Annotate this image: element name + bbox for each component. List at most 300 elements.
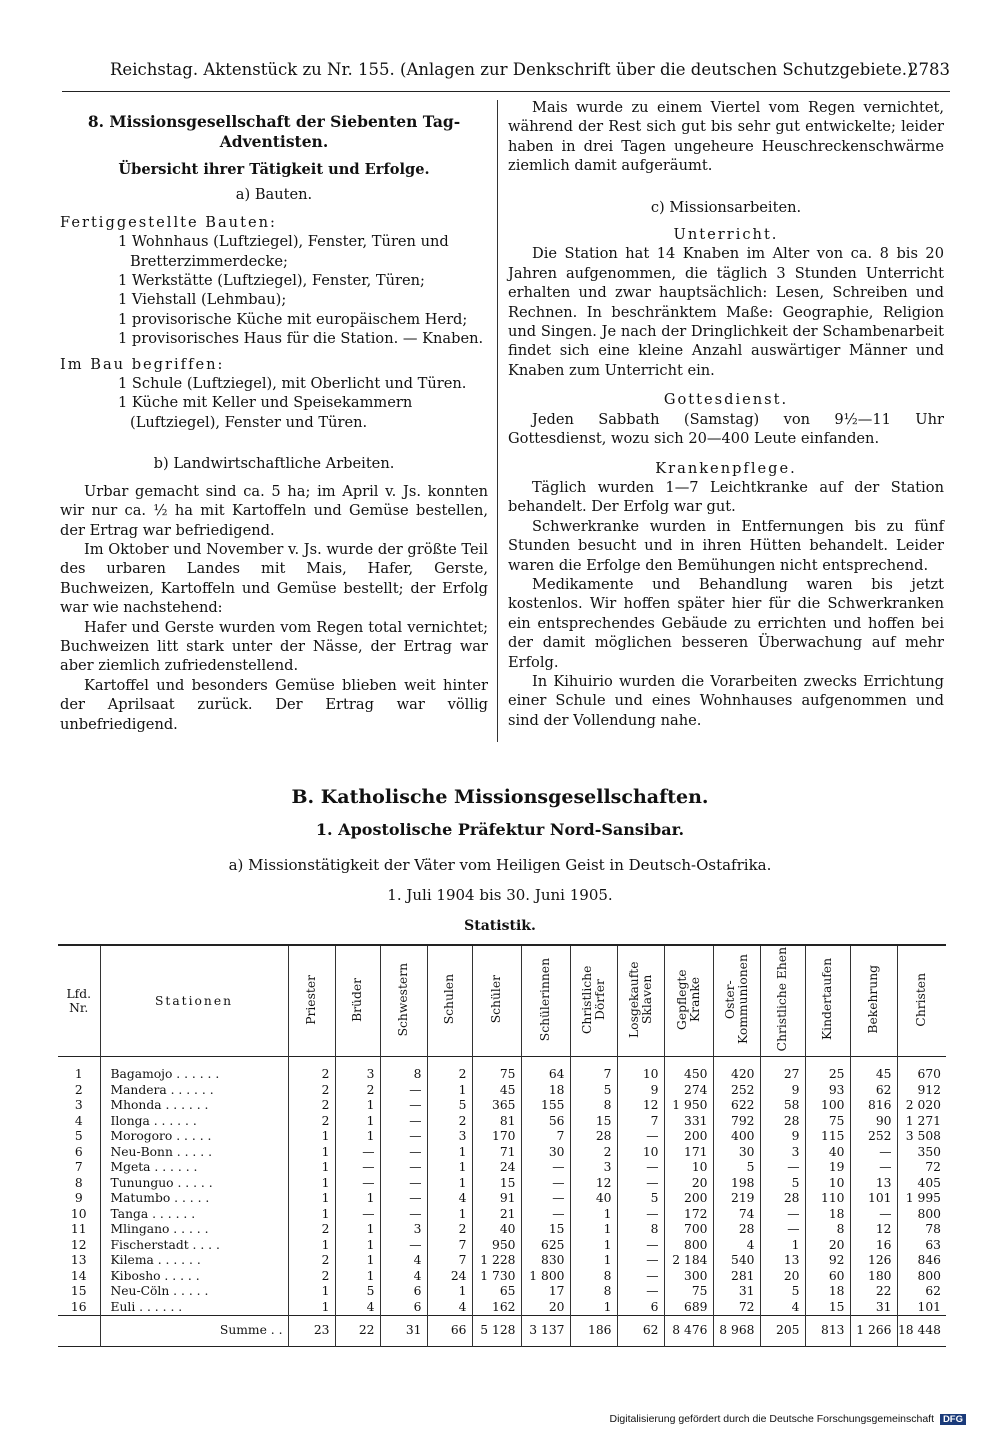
column-header: Lfd. Nr. [66, 987, 91, 1015]
table-cell: 1 [760, 1238, 805, 1254]
table-cell: — [617, 1269, 664, 1285]
table-cell: 60 [805, 1269, 850, 1285]
table-cell: 5 [427, 1098, 472, 1114]
column-header: Kindertaufen [805, 945, 850, 1057]
table-cell: — [617, 1129, 664, 1145]
table-row [58, 1300, 946, 1316]
heading-landwirtschaft: b) Landwirtschaftliche Arbeiten. [153, 455, 395, 473]
table-cell: 9 [74, 1191, 83, 1205]
table-cell: — [617, 1160, 664, 1176]
table-cell: — [521, 1191, 570, 1207]
paragraph: Die Station hat 14 Knaben im Alter von ca. 8 bis 20 Jahren aufgenommen, die täglich 3 Stunden Unterricht erhalten und zwar hauptsächlich: Lesen, Schreiben und Rechnen. In beschränktem Maße: Geographie, Religion und Singen. Je nach der Dringlichkeit der Schambenarbeit findet sich eine kleine Anzahl auswärtiger Männer und Knaben zum Unterricht ein. [508, 245, 944, 379]
table-cell: 28 [713, 1222, 760, 1238]
table-cell: 31 [713, 1284, 760, 1300]
table-cell: — [521, 1160, 570, 1176]
table-cell: 1 [288, 1160, 335, 1176]
table-cell: 91 [472, 1191, 521, 1207]
table-row [58, 1222, 946, 1238]
table-cell: 28 [760, 1191, 805, 1207]
table-cell: 64 [521, 1057, 570, 1083]
table-cell: 71 [472, 1145, 521, 1161]
table-cell: 219 [713, 1191, 760, 1207]
list-item: 1 Küche mit Keller und Speisekammern (Luftziegel), Fenster und Türen. [118, 394, 413, 431]
table-cell: 3 [380, 1222, 427, 1238]
table-row [58, 1145, 946, 1161]
table-cell: 101 [897, 1300, 946, 1316]
table-cell: 20 [805, 1238, 850, 1254]
column-header: Stationen [100, 945, 288, 1057]
table-cell: — [521, 1207, 570, 1223]
table-cell: 800 [664, 1238, 713, 1254]
column-header: Oster-Kommunionen [713, 945, 760, 1057]
table-cell: — [617, 1253, 664, 1269]
heading-missionsarbeiten: c) Missionsarbeiten. [650, 198, 802, 216]
section-title-adventisten: 8. Missionsgesellschaft der Siebenten Tag-Adventisten. [87, 112, 461, 151]
station-name-cell: Euli . . . . . . [100, 1300, 288, 1316]
table-cell: 1 [570, 1300, 617, 1316]
table-cell: 7 [617, 1114, 664, 1130]
table-cell: — [335, 1207, 380, 1223]
station-name-cell: Neu-Cöln . . . . . [100, 1284, 288, 1300]
table-cell: 1 [288, 1176, 335, 1192]
table-cell: 12 [570, 1176, 617, 1192]
table-cell: 81 [472, 1114, 521, 1130]
table-cell: — [850, 1145, 897, 1161]
list-item: 1 Werkstätte (Luftziegel), Fenster, Türen; [118, 272, 425, 290]
table-row [58, 1114, 946, 1130]
table-cell: 7 [74, 1160, 83, 1174]
table-cell: 7 [427, 1253, 472, 1269]
table-cell: 2 [427, 1057, 472, 1083]
station-name-cell: Morogoro . . . . . [100, 1129, 288, 1145]
table-cell: 2 [288, 1269, 335, 1285]
column-header: Christliche Dörfer [570, 945, 617, 1057]
table-cell: 1 [74, 1067, 83, 1081]
table-cell: 15 [70, 1284, 87, 1298]
table-cell: 1 [335, 1129, 380, 1145]
table-cell: — [380, 1098, 427, 1114]
table-cell: 198 [713, 1176, 760, 1192]
table-cell: 2 184 [664, 1253, 713, 1269]
table-cell: — [760, 1160, 805, 1176]
table-cell: 4 [760, 1300, 805, 1316]
table-cell: 7 [521, 1129, 570, 1145]
table-cell: 25 [805, 1057, 850, 1083]
table-cell: 14 [70, 1268, 87, 1283]
table-cell: 75 [664, 1284, 713, 1300]
column-header: Christliche Ehen [760, 945, 805, 1057]
table-cell: 12 [617, 1098, 664, 1114]
column-header: Schüler [472, 945, 521, 1057]
period: 1. Juli 1904 bis 30. Juni 1905. [387, 886, 613, 904]
table-cell: 274 [664, 1083, 713, 1099]
station-name-cell: Bagamojo . . . . . . [100, 1057, 288, 1083]
table-cell: 30 [521, 1145, 570, 1161]
table-cell: 72 [897, 1160, 946, 1176]
table-header-row [58, 945, 946, 1057]
table-cell: 1 [288, 1145, 335, 1161]
sum-cell: 813 [805, 1316, 850, 1347]
table-cell: 17 [521, 1284, 570, 1300]
table-cell: 252 [850, 1129, 897, 1145]
table-row [58, 1057, 946, 1083]
table-cell: 74 [713, 1207, 760, 1223]
table-cell: 5 [713, 1160, 760, 1176]
table-cell: 8 [570, 1269, 617, 1285]
table-cell: — [335, 1160, 380, 1176]
table-cell: 2 [74, 1082, 83, 1097]
table-row [58, 1129, 946, 1145]
table-cell: 10 [664, 1160, 713, 1176]
table-cell: 1 [427, 1083, 472, 1099]
table-cell: 75 [472, 1057, 521, 1083]
sum-cell: 66 [427, 1316, 472, 1347]
table-cell: 28 [760, 1114, 805, 1130]
column-header: Schwestern [380, 945, 427, 1057]
sum-cell: 1 266 [850, 1316, 897, 1347]
table-row [58, 1269, 946, 1285]
table-cell: — [380, 1145, 427, 1161]
statistics-table [58, 944, 946, 1347]
table-cell: 13 [70, 1253, 87, 1267]
table-cell: 9 [760, 1083, 805, 1099]
station-name-cell: Kibosho . . . . . [100, 1269, 288, 1285]
table-cell: 622 [713, 1098, 760, 1114]
table-cell: 689 [664, 1300, 713, 1316]
table-cell: 5 [760, 1176, 805, 1192]
table-cell: 171 [664, 1145, 713, 1161]
paragraph: Täglich wurden 1—7 Leichtkranke auf der Station behandelt. Der Erfolg war gut. [508, 478, 944, 516]
table-cell: 5 [335, 1284, 380, 1300]
table-cell: 2 020 [897, 1098, 946, 1114]
table-cell: 4 [380, 1253, 427, 1269]
heading-gottesdienst: Gottesdienst. [663, 391, 789, 409]
table-cell: 2 [288, 1253, 335, 1269]
table-cell: 1 [570, 1207, 617, 1223]
table-cell: 22 [850, 1284, 897, 1300]
table-cell: 1 [570, 1253, 617, 1269]
table-row [58, 1098, 946, 1114]
table-cell: 45 [850, 1057, 897, 1083]
table-cell: 65 [472, 1284, 521, 1300]
table-cell: 2 [288, 1083, 335, 1099]
table-cell: 92 [805, 1253, 850, 1269]
table-cell: 2 [335, 1083, 380, 1099]
table-cell: 912 [897, 1083, 946, 1099]
table-cell: 1 [335, 1269, 380, 1285]
table-cell: 31 [850, 1300, 897, 1316]
table-cell: 9 [617, 1083, 664, 1099]
sum-cell: 23 [288, 1316, 335, 1347]
table-row [58, 1238, 946, 1254]
table-cell: 12 [850, 1222, 897, 1238]
table-cell: 1 [288, 1238, 335, 1254]
table-cell: 15 [805, 1300, 850, 1316]
table-cell: — [617, 1176, 664, 1192]
table-cell: 18 [805, 1207, 850, 1223]
table-row [58, 1284, 946, 1300]
list-item: 1 Viehstall (Lehmbau); [118, 291, 287, 309]
table-cell: 1 [288, 1284, 335, 1300]
table-cell: 8 [380, 1057, 427, 1083]
heading-krankenpflege: Krankenpflege. [655, 459, 797, 477]
table-cell: 72 [713, 1300, 760, 1316]
table-cell: 350 [897, 1145, 946, 1161]
table-cell: 90 [850, 1114, 897, 1130]
column-header: Christen [897, 945, 946, 1057]
table-cell: 2 [288, 1098, 335, 1114]
right-column [508, 98, 944, 730]
table-cell: 101 [850, 1191, 897, 1207]
sum-row [58, 1316, 946, 1347]
table-cell: 20 [521, 1300, 570, 1316]
table-cell: 1 [335, 1253, 380, 1269]
table-cell: 24 [427, 1269, 472, 1285]
table-cell: 3 [74, 1098, 83, 1112]
table-cell: 1 [288, 1207, 335, 1223]
station-name-cell: Mlingano . . . . . [100, 1222, 288, 1238]
table-cell: 8 [570, 1284, 617, 1300]
table-cell: 1 [570, 1238, 617, 1254]
table-cell: — [850, 1160, 897, 1176]
table-cell: 3 [760, 1145, 805, 1161]
table-cell: 21 [472, 1207, 521, 1223]
table-cell: 18 [805, 1284, 850, 1300]
list-item: 1 Wohnhaus (Luftziegel), Fenster, Türen und Bretterzimmerdecke; [118, 233, 449, 270]
table-cell: — [617, 1284, 664, 1300]
table-cell: 18 [521, 1083, 570, 1099]
table-cell: 3 [335, 1057, 380, 1083]
sum-cell: 8 476 [664, 1316, 713, 1347]
sum-cell: 3 137 [521, 1316, 570, 1347]
paragraph: Jeden Sabbath (Samstag) von 9½—11 Uhr Gottesdienst, wozu sich 20—400 Leute einfanden. [508, 410, 944, 448]
table-cell: 830 [521, 1253, 570, 1269]
station-name-cell: Ilonga . . . . . . [100, 1114, 288, 1130]
footer-credit [610, 1413, 967, 1425]
table-cell: 45 [472, 1083, 521, 1099]
table-cell: 1 995 [897, 1191, 946, 1207]
table-row [58, 1160, 946, 1176]
section-b-title: B. Katholische Missionsgesellschaften. [291, 786, 709, 808]
station-name-cell: Tununguo . . . . . [100, 1176, 288, 1192]
table-cell: — [380, 1160, 427, 1176]
table-cell: — [617, 1207, 664, 1223]
table-cell: 1 [427, 1145, 472, 1161]
table-row [58, 1176, 946, 1192]
paragraph: Medikamente und Behandlung waren bis jetzt kostenlos. Wir hoffen später hier für die Schwerkranken ein entsprechendes Gebäude zu errichten und hoffen bei der damit möglichen besseren Überwachung auf mehr Erfolg. [508, 575, 944, 671]
table-cell: 56 [521, 1114, 570, 1130]
table-cell: — [380, 1191, 427, 1207]
table-cell: 5 [74, 1129, 83, 1143]
table-cell: — [380, 1207, 427, 1223]
table-cell: 11 [70, 1222, 87, 1236]
table-cell: 162 [472, 1300, 521, 1316]
table-row [58, 1207, 946, 1223]
list-item: 1 Schule (Luftziegel), mit Oberlicht und Türen. [118, 375, 467, 393]
section-b-subtitle-2: a) Missionstätigkeit der Väter vom Heiligen Geist in Deutsch-Ostafrika. [228, 856, 772, 874]
paragraph: In Kihuirio wurden die Vorarbeiten zwecks Errichtung einer Schule und eines Wohnhauses aufgenommen und sind der Vollendung nahe. [508, 672, 944, 729]
table-cell: 172 [664, 1207, 713, 1223]
paragraph: Urbar gemacht sind ca. 5 ha; im April v. Js. konnten wir nur ca. ½ ha mit Kartoffeln und Gemüse bestellen, der Ertrag war befriedigend. [60, 482, 488, 539]
station-name-cell: Tanga . . . . . . [100, 1207, 288, 1223]
table-cell: 2 [288, 1222, 335, 1238]
label-fertiggestellt: Fertiggestellte Bauten: [60, 213, 277, 231]
table-cell: 7 [570, 1057, 617, 1083]
table-cell: 170 [472, 1129, 521, 1145]
table-cell: 792 [713, 1114, 760, 1130]
table-cell: 331 [664, 1114, 713, 1130]
table-cell: 2 [288, 1114, 335, 1130]
paragraph: Schwerkranke wurden in Entfernungen bis zu fünf Stunden besucht und in ihren Hütten behandelt. Leider waren die Erfolge den Bemühungen nicht entsprechend. [508, 517, 944, 574]
table-cell: 625 [521, 1238, 570, 1254]
table-cell: 6 [380, 1284, 427, 1300]
table-cell: 400 [713, 1129, 760, 1145]
table-cell: — [335, 1145, 380, 1161]
table-cell: 6 [74, 1144, 83, 1159]
column-header: Priester [288, 945, 335, 1057]
table-cell [58, 1316, 100, 1347]
table-cell: 1 228 [472, 1253, 521, 1269]
table-cell: 1 [427, 1160, 472, 1176]
table-cell: 8 [805, 1222, 850, 1238]
paragraph: Mais wurde zu einem Viertel vom Regen vernichtet, während der Rest sich gut bis sehr gut entwickelte; leider haben in drei Tagen ungeheure Heuschreckenschwärme ziemlich damit aufgeräumt. [508, 99, 944, 175]
table-cell: — [760, 1207, 805, 1223]
left-column [60, 112, 488, 734]
section-b-subtitle-1: 1. Apostolische Präfektur Nord-Sansibar. [315, 820, 685, 839]
table-cell: 115 [805, 1129, 850, 1145]
table-cell: 110 [805, 1191, 850, 1207]
sum-cell: 22 [335, 1316, 380, 1347]
station-name-cell: Matumbo . . . . . [100, 1191, 288, 1207]
table-cell: 281 [713, 1269, 760, 1285]
table-cell: 100 [805, 1098, 850, 1114]
table-cell: 24 [472, 1160, 521, 1176]
table-cell: 816 [850, 1098, 897, 1114]
table-cell: 10 [805, 1176, 850, 1192]
table-cell: 12 [70, 1237, 87, 1252]
page-header [110, 60, 950, 79]
table-cell: 1 [335, 1222, 380, 1238]
sum-label: Summe . . [100, 1316, 288, 1347]
table-cell: 1 [335, 1098, 380, 1114]
table-cell: 15 [570, 1114, 617, 1130]
sum-cell: 18 448 [897, 1316, 946, 1347]
table-cell: 19 [805, 1160, 850, 1176]
table-cell: 846 [897, 1253, 946, 1269]
statistik-heading: Statistik. [464, 918, 536, 934]
table-cell: 4 [713, 1238, 760, 1254]
table-row [58, 1191, 946, 1207]
table-cell: 3 508 [897, 1129, 946, 1145]
table-cell: 450 [664, 1057, 713, 1083]
paragraph: Hafer und Gerste wurden vom Regen total vernichtet; Buchweizen litt stark unter der Nässe, der Ertrag war aber ziemlich zufriedenstellend. [60, 618, 488, 675]
table-cell: 5 [570, 1083, 617, 1099]
table-cell: 365 [472, 1098, 521, 1114]
table-cell: 2 [427, 1114, 472, 1130]
table-cell: 3 [427, 1129, 472, 1145]
table-cell: 40 [570, 1191, 617, 1207]
header-title: Reichstag. Aktenstück zu Nr. 155. (Anlagen zur Denkschrift über die deutschen Schutzgebiete.) [110, 60, 914, 79]
table-cell: — [850, 1207, 897, 1223]
table-cell: 180 [850, 1269, 897, 1285]
paragraph: Im Oktober und November v. Js. wurde der größte Teil des urbaren Landes mit Mais, Hafer, Gerste, Buchweizen, Kartoffeln und Gemüse bestellt; der Erfolg war wie nachstehend: [60, 540, 488, 617]
table-cell: 1 [335, 1114, 380, 1130]
table-cell: — [760, 1222, 805, 1238]
table-cell: 126 [850, 1253, 897, 1269]
table-cell: 1 271 [897, 1114, 946, 1130]
column-header: Gepflegte Kranke [664, 945, 713, 1057]
sum-cell: 5 128 [472, 1316, 521, 1347]
table-cell: 93 [805, 1083, 850, 1099]
table-cell: 2 [570, 1145, 617, 1161]
table-cell: — [521, 1176, 570, 1192]
table-cell: 405 [897, 1176, 946, 1192]
table-cell: — [380, 1176, 427, 1192]
column-header: Schülerinnen [521, 945, 570, 1057]
table-cell: 9 [760, 1129, 805, 1145]
table-cell: 200 [664, 1129, 713, 1145]
paragraph: Kartoffel und besonders Gemüse blieben weit hinter der Aprilsaat zurück. Der Ertrag war völlig unbefriedigend. [60, 676, 488, 733]
heading-bauten: a) Bauten. [235, 186, 313, 204]
table-cell: 7 [427, 1238, 472, 1254]
table-cell: 540 [713, 1253, 760, 1269]
table-cell: 75 [805, 1114, 850, 1130]
column-divider [497, 100, 498, 742]
table-cell: — [380, 1238, 427, 1254]
station-name-cell: Fischerstadt . . . . [100, 1238, 288, 1254]
station-name-cell: Neu-Bonn . . . . . [100, 1145, 288, 1161]
table-body [58, 1057, 946, 1347]
table-cell: — [380, 1129, 427, 1145]
table-cell: 670 [897, 1057, 946, 1083]
table-cell: 62 [897, 1284, 946, 1300]
table-cell: 700 [664, 1222, 713, 1238]
table-cell: 200 [664, 1191, 713, 1207]
table-cell: 1 [335, 1238, 380, 1254]
table-cell: 1 [427, 1176, 472, 1192]
table-cell: 10 [70, 1206, 87, 1221]
table-cell: 4 [427, 1300, 472, 1316]
table-cell: 2 [288, 1057, 335, 1083]
table-cell: 300 [664, 1269, 713, 1285]
table-cell: 63 [897, 1238, 946, 1254]
page-number: 2783 [908, 60, 950, 79]
station-name-cell: Mhonda . . . . . . [100, 1098, 288, 1114]
table-cell: 4 [427, 1191, 472, 1207]
table-cell: 20 [760, 1269, 805, 1285]
table-cell: 1 [288, 1191, 335, 1207]
table-cell: 27 [760, 1057, 805, 1083]
table-cell: 1 800 [521, 1269, 570, 1285]
table-cell: 6 [380, 1300, 427, 1316]
table-cell: 420 [713, 1057, 760, 1083]
table-cell: 28 [570, 1129, 617, 1145]
table-cell: 15 [472, 1176, 521, 1192]
heading-unterricht: Unterricht. [673, 226, 779, 244]
table-cell: 10 [617, 1057, 664, 1083]
table-cell: 8 [74, 1175, 83, 1190]
buildings-in-progress-list [60, 374, 488, 432]
table-cell: 16 [70, 1299, 87, 1314]
table-cell: 15 [521, 1222, 570, 1238]
table-cell: 30 [713, 1145, 760, 1161]
table-cell: 5 [617, 1191, 664, 1207]
table-cell: 6 [617, 1300, 664, 1316]
table-row [58, 1083, 946, 1099]
table-cell: 13 [850, 1176, 897, 1192]
table-cell: 8 [570, 1098, 617, 1114]
table-cell: 1 [427, 1284, 472, 1300]
